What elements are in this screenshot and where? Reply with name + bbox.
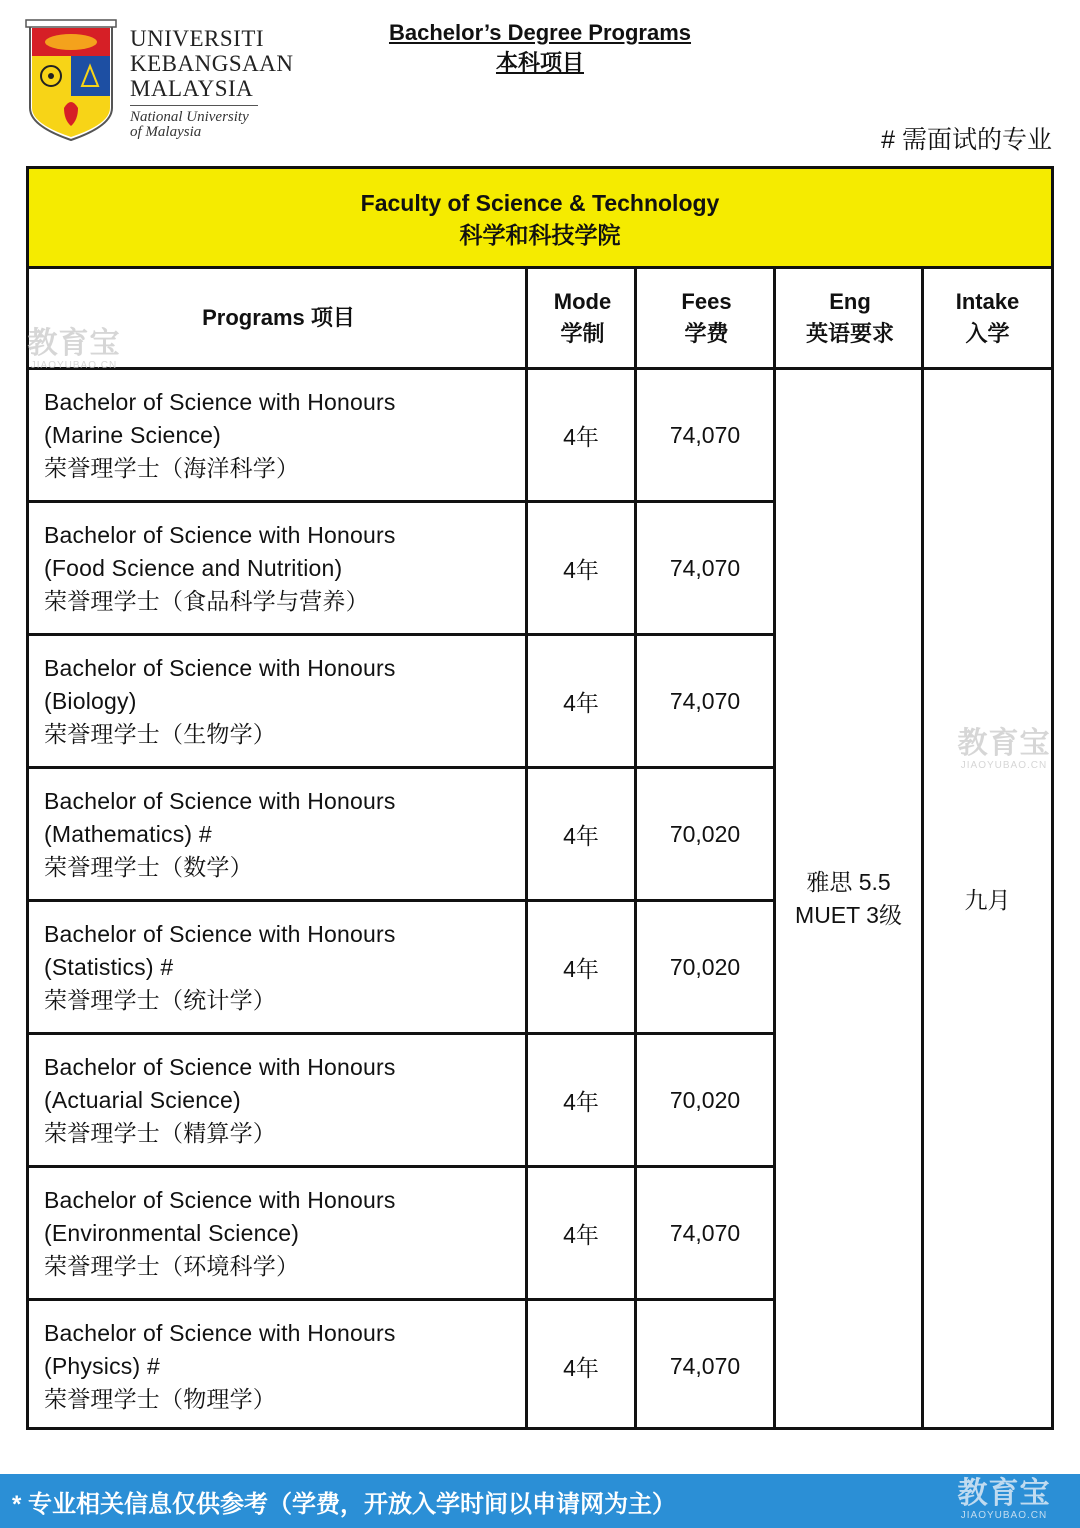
program-major: (Mathematics) # <box>44 821 212 847</box>
program-title: Bachelor of Science with Honours <box>44 389 396 415</box>
table-row <box>29 769 773 902</box>
col-header-fees <box>637 269 776 370</box>
table-row <box>29 1035 773 1168</box>
program-name-cn: 荣誉理学士（生物学） <box>44 721 276 747</box>
footer-disclaimer <box>0 1474 1080 1528</box>
faculty-name-en: Faculty of Science & Technology <box>360 190 720 216</box>
watermark <box>948 1478 1060 1522</box>
faculty-header <box>29 169 1051 269</box>
mode-cell: 4年 <box>563 556 599 583</box>
footer-text: * 专业相关信息仅供参考（学费，开放入学时间以申请网为主） <box>12 1490 677 1518</box>
watermark-en: JIAOYUBAO.CN <box>960 1510 1048 1521</box>
mode-cell: 4年 <box>563 689 599 716</box>
program-name-cn: 荣誉理学士（海洋科学） <box>44 455 300 481</box>
program-name-cn: 荣誉理学士（环境科学） <box>44 1253 300 1279</box>
program-title: Bachelor of Science with Honours <box>44 1320 396 1346</box>
university-name-line-2: KEBANGSAAN <box>130 51 294 76</box>
col-header-eng-cn: 英语要求 <box>805 321 894 346</box>
program-cell <box>44 785 514 884</box>
fee-cell: 74,070 <box>669 421 741 448</box>
table-row <box>29 1301 773 1434</box>
program-cell <box>44 1317 514 1416</box>
mode-cell: 4年 <box>563 1221 599 1248</box>
university-name-line-1: UNIVERSITI <box>130 26 265 51</box>
program-title: Bachelor of Science with Honours <box>44 522 396 548</box>
col-header-intake <box>924 269 1051 370</box>
program-title: Bachelor of Science with Honours <box>44 655 396 681</box>
watermark <box>948 728 1060 772</box>
col-header-fees-cn: 学费 <box>684 321 729 346</box>
fee-cell: 74,070 <box>669 687 741 714</box>
col-header-intake-cn: 入学 <box>965 321 1010 346</box>
fee-cell: 74,070 <box>669 1352 741 1379</box>
page-title-cn: 本科项目 <box>495 50 584 75</box>
logo-divider <box>130 105 258 106</box>
program-name-cn: 荣誉理学士（物理学） <box>44 1386 276 1412</box>
col-header-mode <box>528 269 637 370</box>
col-header-fees-en: Fees <box>681 289 732 314</box>
university-name-en-line-1: National University <box>130 109 249 125</box>
program-name-cn: 荣誉理学士（食品科学与营养） <box>44 588 369 614</box>
watermark-cn: 教育宝 <box>27 327 121 360</box>
intake-cell: 九月 <box>964 887 1011 913</box>
col-header-mode-cn: 学制 <box>560 321 605 346</box>
col-header-program-label: Programs 项目 <box>202 305 355 330</box>
program-cell <box>44 1051 514 1150</box>
table-row <box>29 1168 773 1301</box>
watermark-en: JIAOYUBAO.CN <box>30 360 118 371</box>
program-title: Bachelor of Science with Honours <box>44 1054 396 1080</box>
table-row <box>29 503 773 636</box>
program-major: (Biology) <box>44 688 137 714</box>
program-major: (Statistics) # <box>44 954 174 980</box>
program-name-cn: 荣誉理学士（精算学） <box>44 1120 276 1146</box>
mode-cell: 4年 <box>563 1354 599 1381</box>
watermark-cn: 教育宝 <box>957 1477 1051 1510</box>
faculty-name-cn: 科学和科技学院 <box>459 222 621 248</box>
col-header-eng-en: Eng <box>829 289 871 314</box>
page-title <box>0 18 1080 78</box>
programs-table <box>26 166 1054 1430</box>
col-header-mode-en: Mode <box>553 289 612 314</box>
fee-cell: 70,020 <box>669 953 741 980</box>
program-cell <box>44 386 514 485</box>
program-major: (Actuarial Science) <box>44 1087 241 1113</box>
mode-cell: 4年 <box>563 1088 599 1115</box>
english-requirement-ielts: 雅思 5.5 <box>806 868 891 895</box>
mode-cell: 4年 <box>563 955 599 982</box>
university-name-en-line-2: of Malaysia <box>130 124 202 140</box>
program-major: (Environmental Science) <box>44 1220 300 1246</box>
col-header-eng <box>776 269 924 370</box>
interview-note: # 需面试的专业 <box>881 126 1052 154</box>
table-row <box>29 902 773 1035</box>
fee-cell: 74,070 <box>669 554 741 581</box>
fee-cell: 70,020 <box>669 820 741 847</box>
watermark-cn: 教育宝 <box>957 727 1051 760</box>
table-row <box>29 636 773 769</box>
table-row <box>29 370 773 503</box>
watermark <box>18 328 130 372</box>
program-cell <box>44 918 514 1017</box>
university-name-line-3: MALAYSIA <box>130 76 254 101</box>
fee-cell: 70,020 <box>669 1086 741 1113</box>
program-cell <box>44 1184 514 1283</box>
program-major: (Physics) # <box>44 1353 160 1379</box>
program-name-cn: 荣誉理学士（数学） <box>44 854 253 880</box>
program-name-cn: 荣誉理学士（统计学） <box>44 987 276 1013</box>
program-cell <box>44 652 514 751</box>
english-requirement-muet: MUET 3级 <box>795 901 902 928</box>
program-title: Bachelor of Science with Honours <box>44 921 396 947</box>
watermark-en: JIAOYUBAO.CN <box>960 760 1048 771</box>
program-major: (Marine Science) <box>44 422 222 448</box>
program-cell <box>44 519 514 618</box>
mode-cell: 4年 <box>563 822 599 849</box>
page-title-en: Bachelor’s Degree Programs <box>388 20 692 45</box>
english-requirement-cell <box>776 370 921 1427</box>
program-major: (Food Science and Nutrition) <box>44 555 343 581</box>
col-header-intake-en: Intake <box>955 289 1020 314</box>
mode-cell: 4年 <box>563 423 599 450</box>
fee-cell: 74,070 <box>669 1219 741 1246</box>
program-title: Bachelor of Science with Honours <box>44 788 396 814</box>
program-title: Bachelor of Science with Honours <box>44 1187 396 1213</box>
